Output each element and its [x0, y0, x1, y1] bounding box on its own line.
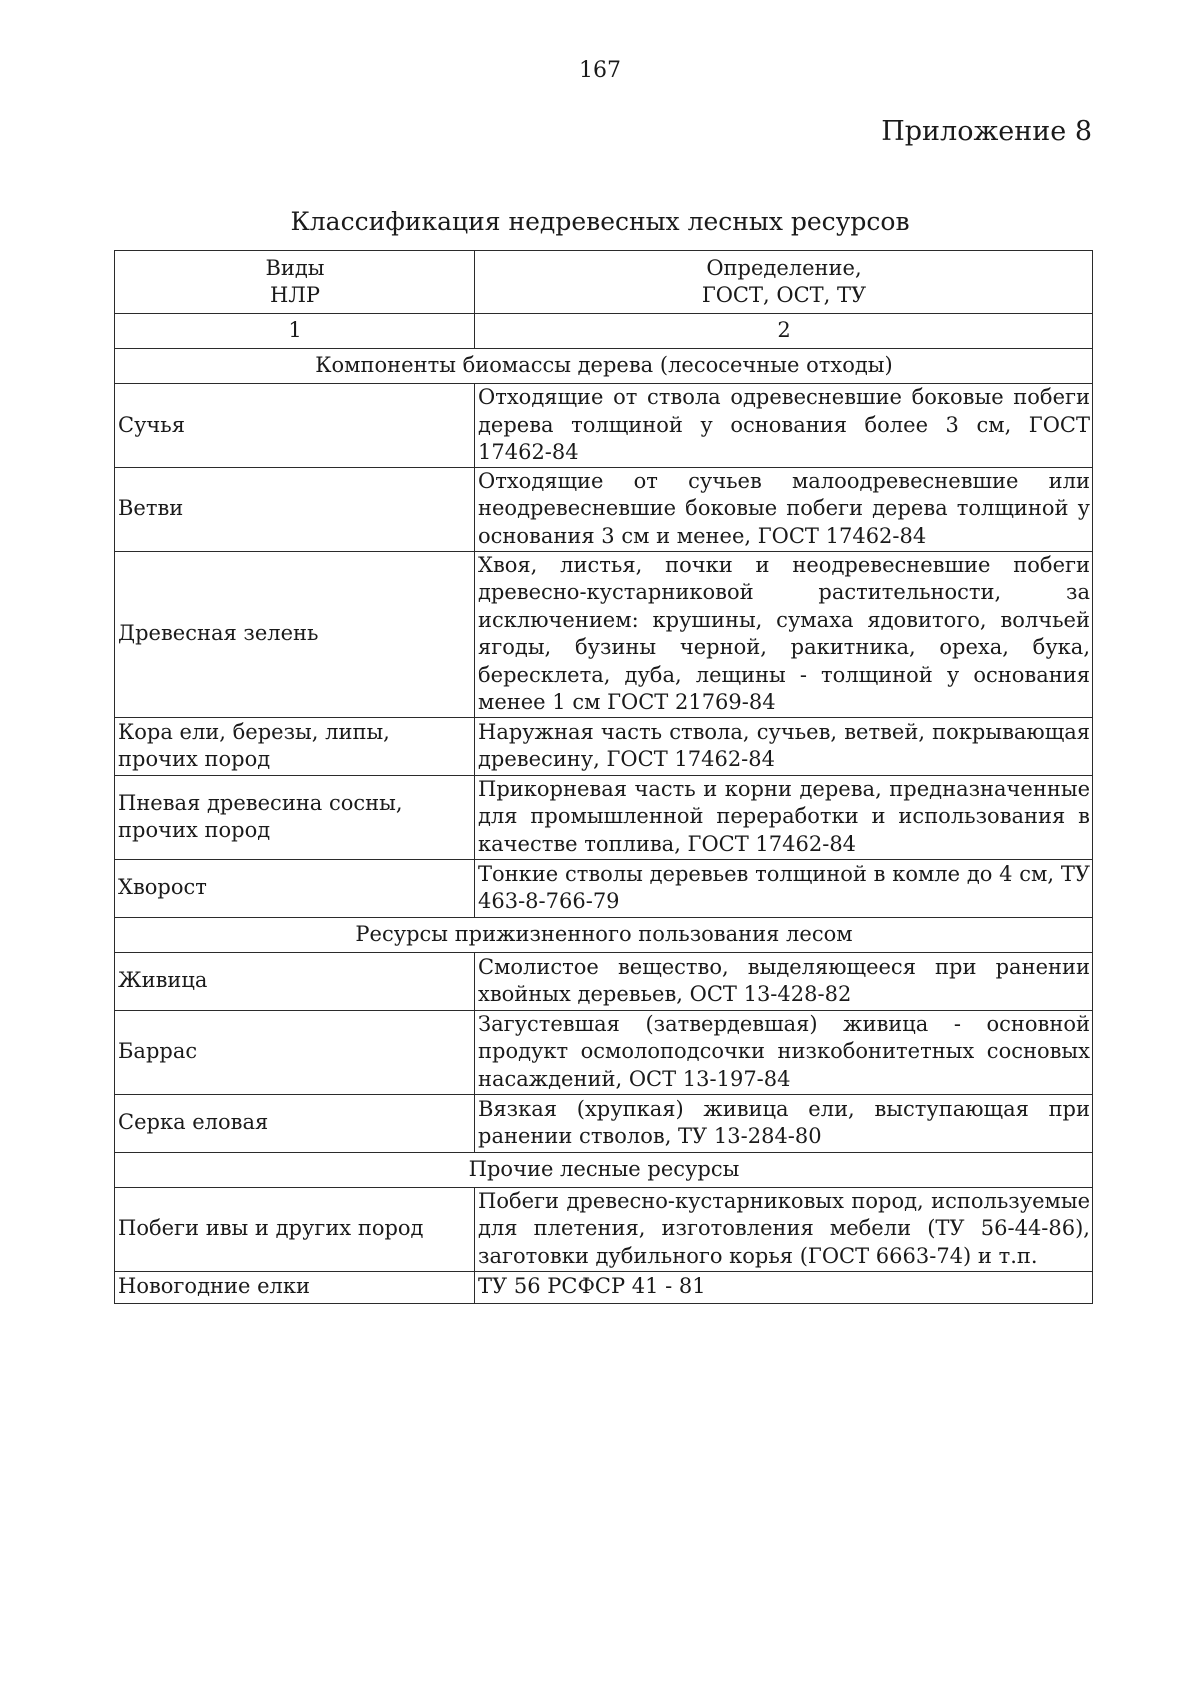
resource-definition-cell: ТУ 56 РСФСР 41 - 81 [475, 1271, 1093, 1303]
header-kind-line2: НЛР [270, 283, 320, 307]
resource-kind-cell: Древесная зелень [115, 551, 475, 717]
resource-kind-cell: Живица [115, 952, 475, 1010]
resource-definition-cell: Хвоя, листья, почки и неодревесневшие побеги древесно-кустарниковой растительности, за исключением: крушины, сумаха ядовитого, волчьей ягоды, бузины черной, ракитника, ореха, бука, бересклета, дуба, лещины - толщиной у основания менее 1 см ГОСТ 21769-84 [475, 551, 1093, 717]
table-row [115, 775, 1093, 859]
table-row [115, 1010, 1093, 1094]
resource-kind-cell: Новогодние елки [115, 1271, 475, 1303]
resource-kind-cell: Баррас [115, 1010, 475, 1094]
resource-definition-cell: Отходящие от сучьев малоодревесневшие или неодревесневшие боковые побеги дерева толщиной у основания 3 см и менее, ГОСТ 17462-84 [475, 467, 1093, 551]
resource-kind-cell: Кора ели, березы, липы, прочих пород [115, 717, 475, 775]
table-row [115, 384, 1093, 468]
resource-kind-cell: Сучья [115, 384, 475, 468]
section-title: Компоненты биомассы дерева (лесосечные отходы) [115, 349, 1093, 384]
header-definition-cell [475, 251, 1093, 314]
section-title: Прочие лесные ресурсы [115, 1152, 1093, 1187]
resource-definition-cell: Смолистое вещество, выделяющееся при ранении хвойных деревьев, ОСТ 13-428-82 [475, 952, 1093, 1010]
resource-kind-cell: Ветви [115, 467, 475, 551]
table-row [115, 859, 1093, 917]
table-title: Классификация недревесных лесных ресурсов [290, 207, 910, 236]
appendix-label: Приложение 8 [881, 116, 1092, 147]
classification-table [114, 250, 1093, 1304]
header-definition-line2: ГОСТ, ОСТ, ТУ [701, 283, 867, 307]
table-row [115, 1271, 1093, 1303]
resource-kind-cell: Пневая древесина сосны, прочих пород [115, 775, 475, 859]
section-title: Ресурсы прижизненного пользования лесом [115, 917, 1093, 952]
resource-definition-cell: Наружная часть ствола, сучьев, ветвей, покрывающая древесину, ГОСТ 17462-84 [475, 717, 1093, 775]
resource-definition-cell: Отходящие от ствола одревесневшие боковые побеги дерева толщиной у основания более 3 см, ГОСТ 17462-84 [475, 384, 1093, 468]
column-number-2: 2 [475, 314, 1093, 349]
column-number-row [115, 314, 1093, 349]
resource-kind-cell: Серка еловая [115, 1094, 475, 1152]
table-row [115, 717, 1093, 775]
resource-definition-cell: Побеги древесно-кустарниковых пород, используемые для плетения, изготовления мебели (ТУ 56-44-86), заготовки дубильного корья (ГОСТ 6663-74) и т.п. [475, 1187, 1093, 1271]
resource-kind-cell: Побеги ивы и других пород [115, 1187, 475, 1271]
section-row [115, 349, 1093, 384]
table-row [115, 952, 1093, 1010]
resource-definition-cell: Прикорневая часть и корни дерева, предназначенные для промышленной переработки и использования в качестве топлива, ГОСТ 17462-84 [475, 775, 1093, 859]
table-row [115, 1187, 1093, 1271]
resource-definition-cell: Вязкая (хрупкая) живица ели, выступающая при ранении стволов, ТУ 13-284-80 [475, 1094, 1093, 1152]
resource-kind-cell: Хворост [115, 859, 475, 917]
resource-definition-cell: Тонкие стволы деревьев толщиной в комле до 4 см, ТУ 463-8-766-79 [475, 859, 1093, 917]
page-number: 167 [579, 58, 621, 83]
header-kind-line1: Виды [265, 256, 325, 280]
table-row [115, 551, 1093, 717]
table-row [115, 467, 1093, 551]
column-number-1: 1 [115, 314, 475, 349]
table-header-row [115, 251, 1093, 314]
header-definition-line1: Определение, [706, 256, 862, 280]
section-row [115, 1152, 1093, 1187]
header-kind-cell [115, 251, 475, 314]
classification-table-wrapper [114, 250, 1092, 1304]
section-row [115, 917, 1093, 952]
table-row [115, 1094, 1093, 1152]
resource-definition-cell: Загустевшая (затвердевшая) живица - основной продукт осмолоподсочки низкобонитетных сосновых насаждений, ОСТ 13-197-84 [475, 1010, 1093, 1094]
